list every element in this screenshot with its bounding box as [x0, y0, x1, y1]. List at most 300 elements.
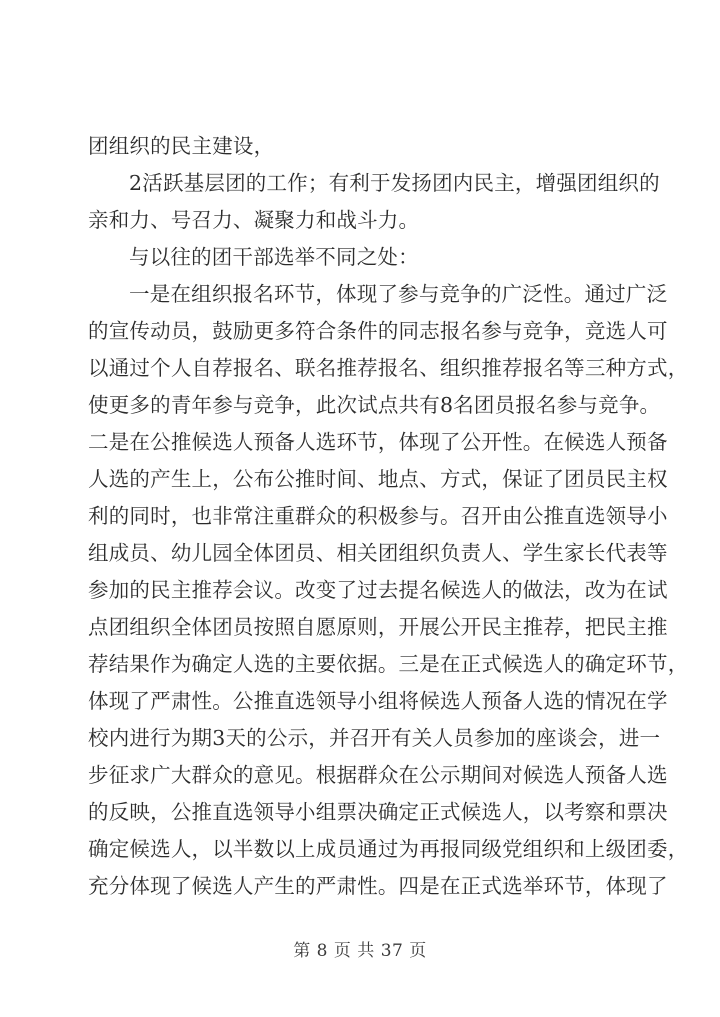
glyph: 选: [605, 319, 627, 343]
glyph: 联: [295, 356, 316, 380]
glyph: 更: [108, 393, 130, 417]
glyph: 组: [88, 541, 109, 565]
glyph: 体: [605, 874, 627, 898]
glyph: 节: [646, 652, 668, 676]
glyph: 决: [646, 800, 668, 824]
glyph: 二: [88, 430, 109, 454]
glyph: 选: [315, 430, 337, 454]
glyph: 确: [377, 800, 399, 824]
glyph: 预: [481, 689, 503, 713]
glyph: 严: [150, 689, 171, 713]
glyph: 团: [377, 541, 399, 565]
glyph: ，: [598, 726, 619, 750]
glyph: 示: [287, 726, 309, 750]
glyph: 发: [390, 171, 412, 195]
glyph: 天: [225, 726, 247, 750]
glyph: 推: [522, 615, 544, 639]
glyph: 符: [295, 319, 316, 343]
glyph: 。: [639, 393, 661, 417]
glyph: 定: [108, 837, 130, 861]
glyph: 了: [336, 578, 358, 602]
glyph: 人: [460, 689, 482, 713]
glyph: 广: [501, 282, 523, 306]
glyph: 主: [626, 467, 647, 491]
glyph: 级: [605, 837, 627, 861]
glyph: 条: [336, 319, 358, 343]
glyph: 与: [419, 504, 440, 528]
text-line: [88, 276, 668, 313]
glyph: 组: [522, 837, 544, 861]
document-body: [88, 128, 689, 905]
glyph: 照: [274, 615, 296, 639]
glyph: 严: [315, 874, 337, 898]
glyph: 极: [377, 504, 399, 528]
glyph: 长: [584, 541, 606, 565]
glyph: 选: [646, 763, 668, 787]
glyph: 的: [564, 689, 585, 713]
glyph: ，: [522, 800, 544, 824]
glyph: 谈: [556, 726, 578, 750]
glyph: 主: [295, 652, 316, 676]
glyph: 现: [108, 689, 130, 713]
glyph: 组: [129, 615, 151, 639]
glyph: 的: [336, 504, 358, 528]
glyph: 员: [336, 837, 358, 861]
glyph: 民: [605, 467, 627, 491]
glyph: 上: [584, 837, 606, 861]
glyph: 以: [543, 800, 565, 824]
glyph: 有: [419, 393, 440, 417]
glyph: 候: [191, 874, 213, 898]
glyph: 上: [191, 467, 213, 491]
glyph: 与: [232, 393, 254, 417]
glyph: 的: [502, 578, 523, 602]
glyph: 将: [398, 689, 420, 713]
glyph: 式: [439, 800, 461, 824]
glyph: 性: [191, 689, 213, 713]
glyph: 。: [274, 578, 296, 602]
glyph: 在: [439, 874, 461, 898]
glyph: 等: [646, 541, 668, 565]
glyph: 3: [212, 726, 226, 750]
glyph: 原: [336, 615, 358, 639]
glyph: 分: [108, 874, 130, 898]
glyph: 名: [253, 356, 275, 380]
glyph: 上: [295, 837, 316, 861]
glyph: 的: [108, 504, 130, 528]
glyph: 领: [253, 800, 275, 824]
glyph: 现: [626, 874, 647, 898]
glyph: 人: [232, 430, 254, 454]
glyph: ，: [667, 356, 689, 380]
glyph: 织: [618, 171, 640, 195]
glyph: 人: [564, 763, 585, 787]
glyph: 人: [432, 726, 454, 750]
glyph: 争: [274, 393, 296, 417]
glyph: 法: [543, 578, 565, 602]
glyph: 以: [88, 356, 109, 380]
text-line: [88, 498, 668, 535]
glyph: 权: [646, 467, 668, 491]
glyph: 自: [295, 615, 316, 639]
glyph: 件: [357, 319, 378, 343]
glyph: 团: [577, 171, 598, 195]
glyph: 映: [129, 800, 151, 824]
glyph: 众: [212, 763, 233, 787]
glyph: 推: [646, 615, 668, 639]
glyph: 全: [232, 541, 254, 565]
glyph: 情: [584, 689, 606, 713]
glyph: 领: [605, 504, 627, 528]
glyph: 织: [211, 282, 233, 306]
text-line: [88, 720, 661, 757]
glyph: 布: [253, 467, 275, 491]
glyph: 人: [232, 874, 254, 898]
glyph: 肃: [336, 874, 358, 898]
glyph: 提: [398, 578, 420, 602]
text-line: [88, 313, 668, 350]
glyph: 组: [377, 689, 399, 713]
glyph: 直: [212, 800, 233, 824]
glyph: 小: [357, 689, 378, 713]
glyph: 是: [419, 874, 440, 898]
glyph: 主: [502, 615, 523, 639]
glyph: 去: [377, 578, 399, 602]
text-line: [88, 165, 660, 202]
glyph: 个: [150, 356, 171, 380]
glyph: 名: [543, 356, 565, 380]
glyph: 进: [618, 726, 640, 750]
glyph: 活: [142, 171, 163, 195]
glyph: 预: [626, 430, 647, 454]
glyph: 座: [536, 726, 557, 750]
glyph: 名: [419, 578, 440, 602]
glyph: 竞: [439, 282, 461, 306]
glyph: 、: [274, 356, 296, 380]
glyph: 改: [584, 578, 606, 602]
glyph: 考: [564, 800, 585, 824]
glyph: 公: [232, 467, 254, 491]
glyph: 、: [150, 541, 171, 565]
glyph: 开: [370, 726, 392, 750]
glyph: 此: [315, 393, 337, 417]
glyph: 小: [295, 800, 316, 824]
glyph: 点: [398, 467, 420, 491]
glyph: 体: [336, 282, 357, 306]
text-line: [88, 424, 668, 461]
glyph: 的: [88, 800, 109, 824]
glyph: 公: [170, 800, 192, 824]
glyph: 作: [287, 171, 308, 195]
glyph: 和: [564, 837, 585, 861]
glyph: 组: [191, 282, 212, 306]
glyph: 公: [266, 726, 288, 750]
glyph: 候: [460, 800, 482, 824]
glyph: 名: [460, 319, 482, 343]
glyph: 宣: [108, 319, 130, 343]
glyph: 报: [439, 319, 461, 343]
glyph: 与: [418, 282, 440, 306]
glyph: 团: [212, 615, 233, 639]
glyph: 关: [357, 541, 378, 565]
glyph: 选: [584, 430, 606, 454]
glyph: ，: [315, 282, 337, 306]
glyph: 变: [315, 578, 337, 602]
text-line: [88, 683, 668, 720]
glyph: 成: [315, 837, 337, 861]
glyph: 选: [460, 578, 482, 602]
glyph: 要: [315, 652, 337, 676]
glyph: 试: [357, 393, 378, 417]
glyph: 公: [274, 467, 296, 491]
glyph: 肃: [170, 689, 192, 713]
glyph: 了: [129, 689, 151, 713]
glyph: 报: [522, 356, 544, 380]
glyph: 报: [232, 356, 254, 380]
glyph: 确: [88, 837, 109, 861]
text-line: [88, 757, 668, 794]
glyph: 时: [150, 504, 171, 528]
glyph: 织: [419, 541, 440, 565]
glyph: 推: [191, 578, 213, 602]
glyph: 票: [626, 800, 647, 824]
glyph: 强: [556, 171, 578, 195]
glyph: 间: [481, 763, 503, 787]
glyph: 荐: [212, 578, 233, 602]
glyph: 学: [646, 689, 668, 713]
glyph: 了: [543, 467, 565, 491]
glyph: 团: [432, 171, 453, 195]
glyph: 反: [108, 800, 130, 824]
glyph: 果: [129, 652, 151, 676]
glyph: 在: [626, 578, 647, 602]
glyph: 性: [543, 282, 564, 306]
glyph: 民: [473, 171, 495, 195]
glyph: 式: [481, 874, 503, 898]
glyph: 备: [274, 430, 296, 454]
glyph: 团: [274, 541, 296, 565]
glyph: 选: [108, 467, 130, 491]
glyph: 参: [398, 282, 419, 306]
glyph: 。: [563, 282, 585, 306]
glyph: 以: [274, 837, 296, 861]
glyph: 体: [88, 689, 109, 713]
glyph: 团: [108, 615, 130, 639]
glyph: 于: [369, 171, 391, 195]
glyph: 委: [646, 837, 668, 861]
glyph: 票: [336, 800, 358, 824]
glyph: 在: [543, 430, 565, 454]
glyph: 群: [295, 504, 316, 528]
glyph: 泛: [646, 282, 668, 306]
glyph: 广: [150, 763, 171, 787]
glyph: 预: [584, 763, 606, 787]
glyph: 现: [356, 282, 378, 306]
glyph: 关: [411, 726, 433, 750]
glyph: 众: [315, 504, 337, 528]
glyph: 非: [212, 504, 233, 528]
glyph: 2: [129, 171, 143, 195]
glyph: 步: [88, 763, 109, 787]
glyph: 开: [481, 430, 503, 454]
glyph: 推: [481, 356, 503, 380]
glyph: 导: [274, 800, 296, 824]
glyph: 点: [377, 393, 399, 417]
glyph: 主: [494, 171, 515, 195]
glyph: 方: [626, 356, 647, 380]
glyph: 环: [336, 430, 358, 454]
glyph: 注: [253, 504, 275, 528]
glyph: 三: [584, 356, 606, 380]
glyph: 为: [170, 652, 192, 676]
glyph: 重: [274, 504, 296, 528]
text-line: [88, 350, 689, 387]
glyph: 候: [522, 763, 544, 787]
glyph: 公: [522, 504, 544, 528]
glyph: 通: [584, 282, 606, 306]
glyph: 现: [150, 874, 171, 898]
glyph: 的: [480, 282, 502, 306]
glyph: 会: [232, 578, 254, 602]
glyph: 推: [295, 467, 316, 491]
glyph: 荐: [88, 652, 109, 676]
glyph: 一: [129, 282, 150, 306]
glyph: ，: [377, 430, 399, 454]
glyph: 多: [274, 319, 296, 343]
glyph: 直: [274, 689, 296, 713]
glyph: 的: [88, 319, 109, 343]
glyph: 公: [439, 615, 461, 639]
glyph: 现: [419, 430, 440, 454]
glyph: 在: [170, 282, 192, 306]
glyph: 层: [204, 171, 226, 195]
glyph: 与: [502, 319, 523, 343]
glyph: 利: [349, 171, 370, 195]
glyph: 是: [108, 430, 130, 454]
glyph: 环: [543, 874, 565, 898]
glyph: 团: [564, 467, 585, 491]
glyph: 意: [253, 763, 275, 787]
glyph: ，: [150, 800, 171, 824]
glyph: 人: [232, 652, 254, 676]
glyph: 保: [502, 467, 523, 491]
glyph: 在: [626, 689, 647, 713]
glyph: 与: [577, 393, 599, 417]
glyph: 推: [191, 800, 213, 824]
glyph: 预: [253, 430, 275, 454]
glyph: 参: [212, 393, 233, 417]
glyph: 共: [398, 393, 420, 417]
glyph: 参: [481, 319, 503, 343]
glyph: 开: [481, 504, 503, 528]
glyph: 主: [626, 615, 647, 639]
glyph: 参: [88, 578, 109, 602]
glyph: 更: [253, 319, 275, 343]
glyph: 过: [605, 282, 626, 306]
glyph: 争: [543, 319, 565, 343]
glyph: 通: [108, 356, 130, 380]
glyph: ，: [564, 319, 585, 343]
glyph: 决: [357, 800, 378, 824]
glyph: 员: [129, 541, 151, 565]
glyph: 推: [253, 689, 275, 713]
glyph: 了: [170, 874, 192, 898]
glyph: 的: [246, 726, 267, 750]
glyph: 并: [328, 726, 350, 750]
glyph: 组: [439, 356, 461, 380]
glyph: 同: [398, 319, 420, 343]
glyph: 了: [439, 430, 461, 454]
glyph: 选: [543, 689, 565, 713]
glyph: 体: [398, 430, 420, 454]
glyph: 内: [108, 726, 130, 750]
glyph: 领: [315, 689, 337, 713]
glyph: 通: [357, 837, 378, 861]
glyph: 式: [481, 652, 503, 676]
glyph: 定: [605, 652, 627, 676]
glyph: 竞: [253, 393, 275, 417]
glyph: 确: [191, 652, 213, 676]
glyph: 半: [232, 837, 254, 861]
glyph: 为: [398, 837, 420, 861]
glyph: 荐: [212, 356, 233, 380]
glyph: 名: [536, 393, 557, 417]
glyph: 有: [328, 171, 350, 195]
glyph: 积: [357, 504, 378, 528]
glyph: 同: [460, 837, 482, 861]
glyph: 对: [502, 763, 523, 787]
glyph: 举: [522, 874, 544, 898]
glyph: 则: [357, 615, 378, 639]
glyph: 过: [129, 356, 151, 380]
glyph: 织: [460, 356, 482, 380]
text-line: 与以往的团干部选举不同之处：: [129, 245, 419, 269]
glyph: ，: [191, 837, 213, 861]
glyph: 开: [398, 615, 420, 639]
glyph: 。: [377, 652, 399, 676]
glyph: 体: [253, 541, 275, 565]
glyph: 求: [129, 763, 151, 787]
glyph: 争: [460, 282, 481, 306]
glyph: 和: [605, 800, 627, 824]
glyph: 合: [315, 319, 337, 343]
glyph: 结: [108, 652, 130, 676]
glyph: 名: [398, 356, 420, 380]
glyph: ，: [377, 615, 399, 639]
glyph: ，: [584, 874, 606, 898]
glyph: 跃: [162, 171, 184, 195]
glyph: 根: [315, 763, 337, 787]
glyph: 报: [232, 282, 254, 306]
glyph: 荐: [357, 356, 378, 380]
glyph: 体: [191, 615, 213, 639]
glyph: 的: [129, 578, 151, 602]
glyph: 选: [522, 652, 544, 676]
glyph: 团: [626, 837, 647, 861]
glyph: 人: [481, 578, 503, 602]
glyph: 员: [170, 319, 192, 343]
glyph: 直: [564, 504, 585, 528]
glyph: 的: [295, 874, 316, 898]
glyph: 式: [646, 356, 668, 380]
glyph: 示: [439, 763, 461, 787]
glyph: 节: [357, 430, 378, 454]
glyph: 儿: [191, 541, 213, 565]
glyph: 期: [191, 726, 213, 750]
glyph: 在: [398, 763, 420, 787]
text-line: [88, 794, 668, 831]
glyph: 选: [439, 689, 461, 713]
